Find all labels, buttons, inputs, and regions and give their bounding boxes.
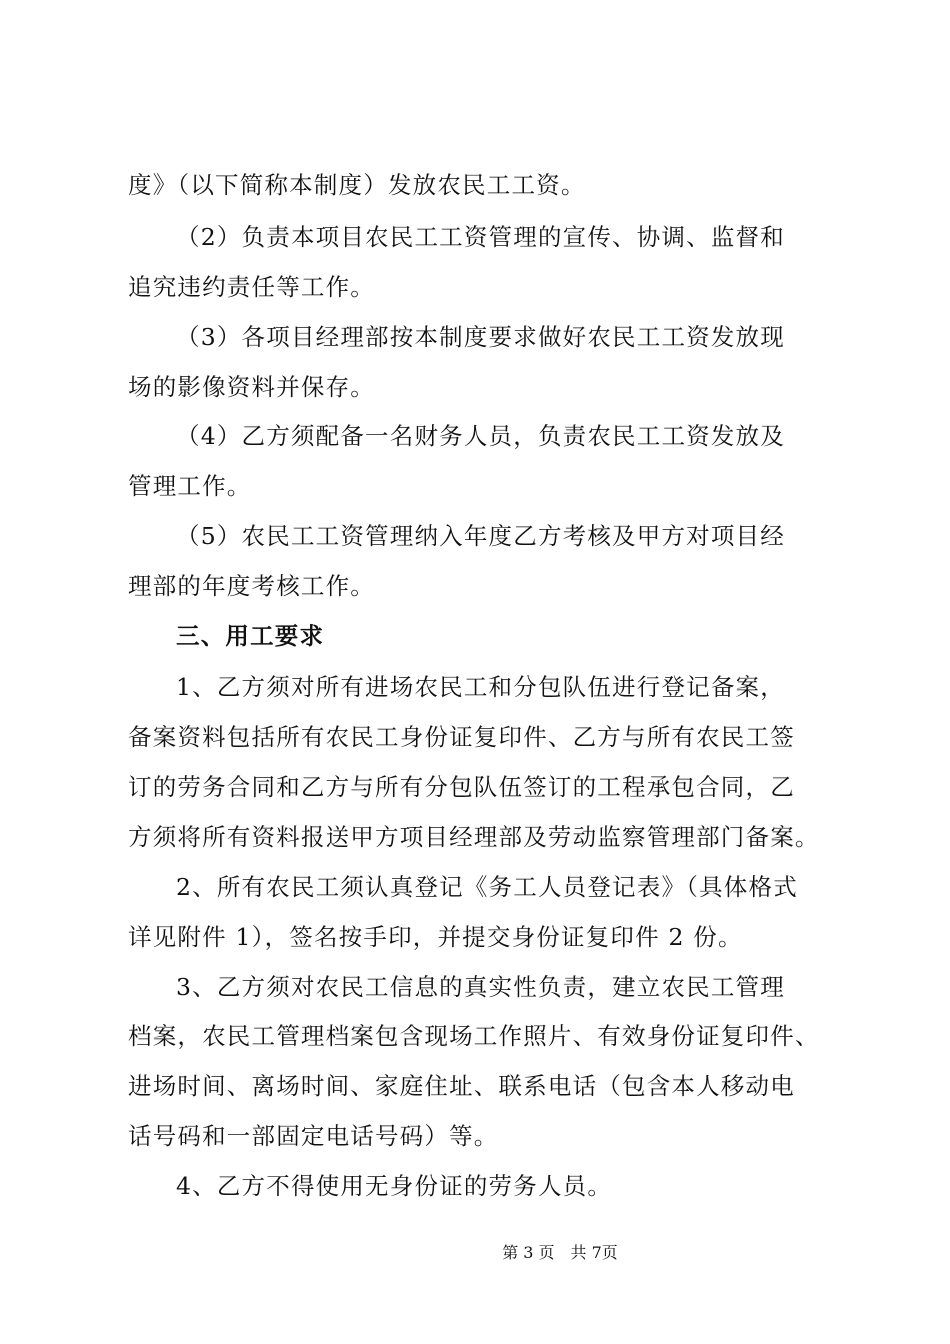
section-heading: 三、用工要求 (176, 622, 325, 650)
paragraph-line: 方须将所有资料报送甲方项目经理部及劳动监察管理部门备案。 (128, 823, 820, 851)
paragraph-line: 订的劳务合同和乙方与所有分包队伍签订的工程承包合同，乙 (128, 773, 795, 801)
paragraph-line: 3、乙方须对农民工信息的真实性负责，建立农民工管理 (176, 973, 785, 1001)
paragraph-line: 度》（以下简称本制度）发放农民工工资。 (128, 171, 586, 199)
paragraph-line: 备案资料包括所有农民工身份证复印件、乙方与所有农民工签 (128, 723, 795, 751)
paragraph-line: （3）各项目经理部按本制度要求做好农民工工资发放现 (176, 323, 785, 351)
paragraph-line: 4、乙方不得使用无身份证的劳务人员。 (176, 1172, 613, 1200)
paragraph-line: 理部的年度考核工作。 (128, 572, 375, 600)
paragraph-line: 追究违约责任等工作。 (128, 273, 375, 301)
paragraph-line: （2）负责本项目农民工工资管理的宣传、协调、监督和 (176, 223, 785, 251)
paragraph-line: （5）农民工工资管理纳入年度乙方考核及甲方对项目经 (176, 522, 785, 550)
paragraph-line: （4）乙方须配备一名财务人员，负责农民工工资发放及 (176, 422, 785, 450)
paragraph-line: 档案，农民工管理档案包含现场工作照片、有效身份证复印件、 (128, 1022, 820, 1050)
paragraph-line: 1、乙方须对所有进场农民工和分包队伍进行登记备案， (176, 673, 785, 701)
paragraph-line: 管理工作。 (128, 472, 252, 500)
paragraph-line: 进场时间、离场时间、家庭住址、联系电话（包含本人移动电 (128, 1072, 795, 1100)
page-number-footer: 第 3 页 共 7页 (502, 1243, 618, 1262)
paragraph-line: 2、所有农民工须认真登记《务工人员登记表》（具体格式 (176, 873, 798, 901)
paragraph-line: 详见附件 1），签名按手印，并提交身份证复印件 2 份。 (128, 923, 743, 951)
paragraph-line: 话号码和一部固定电话号码）等。 (128, 1122, 499, 1150)
paragraph-line: 场的影像资料并保存。 (128, 373, 375, 401)
